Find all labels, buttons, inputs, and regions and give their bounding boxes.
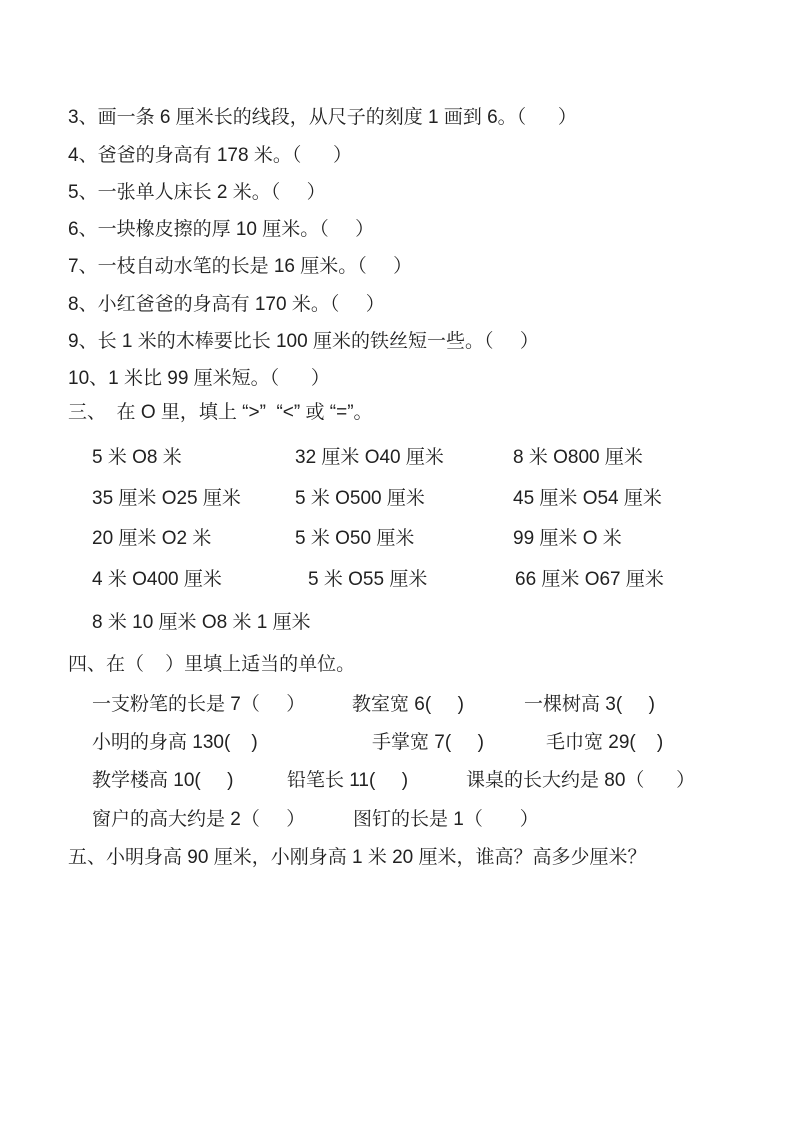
comparison-cell: 66 厘米 O67 厘米 bbox=[515, 569, 664, 590]
statement-item-3: 3、画一条 6 厘米长的线段，从尺子的刻度 1 画到 6。（ ） bbox=[68, 107, 577, 128]
comparison-row bbox=[0, 445, 793, 475]
unit-row bbox=[0, 692, 793, 722]
comparison-cell: 99 厘米 O 米 bbox=[513, 528, 622, 549]
statement-item-10: 10、1 米比 99 厘米短。（ ） bbox=[68, 368, 330, 389]
statement-item-5: 5、一张单人床长 2 米。（ ） bbox=[68, 182, 326, 203]
section-four-heading: 四、在（ ）里填上适当的单位。 bbox=[68, 654, 356, 675]
statement-item-4: 4、爸爸的身高有 178 米。（ ） bbox=[68, 145, 352, 166]
comparison-row bbox=[0, 610, 793, 640]
unit-cell: 图钉的长是 1（ ） bbox=[353, 809, 539, 830]
statement-item-8: 8、小红爸爸的身高有 170 米。（ ） bbox=[68, 294, 385, 315]
statement-item-6: 6、一块橡皮擦的厚 10 厘米。（ ） bbox=[68, 219, 375, 240]
unit-cell: 手掌宽 7( ) bbox=[372, 732, 484, 753]
section-three-heading: 三、 在 O 里，填上 “>” “<” 或 “=”。 bbox=[68, 402, 373, 423]
comparison-cell: 45 厘米 O54 厘米 bbox=[513, 488, 662, 509]
comparison-cell: 8 米 O800 厘米 bbox=[513, 447, 643, 468]
comparison-cell: 5 米 O8 米 bbox=[92, 447, 182, 468]
unit-cell: 课桌的长大约是 80（ ） bbox=[466, 770, 696, 791]
comparison-cell: 5 米 O55 厘米 bbox=[308, 569, 428, 590]
statement-item-7: 7、一枝自动水笔的长是 16 厘米。（ ） bbox=[68, 256, 413, 277]
comparison-cell: 20 厘米 O2 米 bbox=[92, 528, 212, 549]
comparison-cell: 4 米 O400 厘米 bbox=[92, 569, 222, 590]
comparison-row bbox=[0, 486, 793, 516]
comparison-row bbox=[0, 526, 793, 556]
unit-cell: 小明的身高 130( ) bbox=[92, 732, 258, 753]
section-five-word-problem: 五、小明身高 90 厘米，小刚身高 1 米 20 厘米，谁高？高多少厘米？ bbox=[68, 847, 647, 868]
unit-cell: 一棵树高 3( ) bbox=[524, 694, 655, 715]
unit-cell: 教学楼高 10( ) bbox=[92, 770, 234, 791]
comparison-cell: 5 米 O500 厘米 bbox=[295, 488, 425, 509]
unit-row bbox=[0, 807, 793, 837]
comparison-row bbox=[0, 567, 793, 597]
comparison-cell: 5 米 O50 厘米 bbox=[295, 528, 415, 549]
unit-cell: 铅笔长 11( ) bbox=[287, 770, 409, 791]
unit-cell: 一支粉笔的长是 7（ ） bbox=[92, 694, 306, 715]
comparison-cell: 32 厘米 O40 厘米 bbox=[295, 447, 444, 468]
unit-row bbox=[0, 730, 793, 760]
unit-cell: 窗户的高大约是 2（ ） bbox=[92, 809, 306, 830]
unit-row bbox=[0, 768, 793, 798]
comparison-cell: 8 米 10 厘米 O8 米 1 厘米 bbox=[92, 612, 311, 633]
statement-item-9: 9、长 1 米的木棒要比长 100 厘米的铁丝短一些。（ ） bbox=[68, 331, 539, 352]
unit-cell: 毛巾宽 29( ) bbox=[546, 732, 664, 753]
comparison-cell: 35 厘米 O25 厘米 bbox=[92, 488, 241, 509]
unit-cell: 教室宽 6( ) bbox=[352, 694, 464, 715]
